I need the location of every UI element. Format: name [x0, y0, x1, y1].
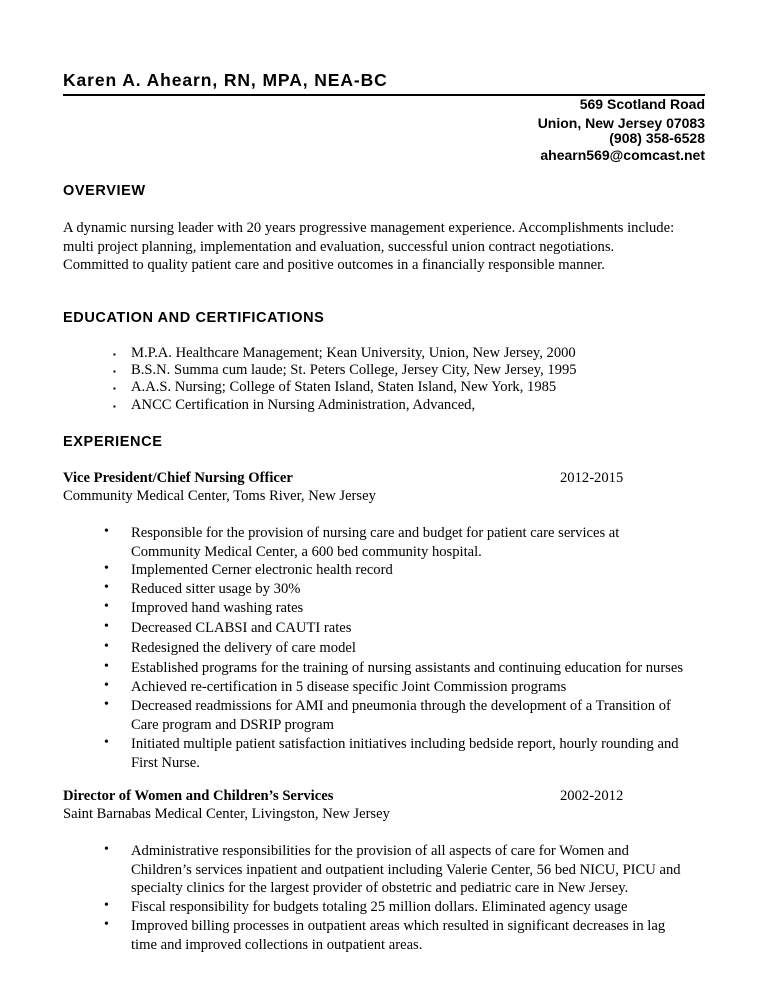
bullet-icon: • — [104, 659, 109, 674]
bullet-icon: • — [104, 639, 109, 654]
square-bullet-icon: ▪ — [113, 367, 116, 376]
job-bullet-line: Decreased readmissions for AMI and pneumonia through the development of a Transition of — [131, 698, 671, 714]
square-bullet-icon: ▪ — [113, 402, 116, 411]
bullet-icon: • — [104, 735, 109, 750]
bullet-icon: • — [104, 619, 109, 634]
email-address: ahearn569@comcast.net — [540, 147, 705, 163]
job-dates: 2012-2015 — [560, 470, 624, 486]
overview-line-1: A dynamic nursing leader with 20 years progressive management experience. Accomplishments include: — [63, 220, 675, 236]
phone-number: (908) 358-6528 — [609, 130, 705, 146]
job-bullet-line: First Nurse. — [131, 755, 200, 771]
square-bullet-icon: ▪ — [113, 384, 116, 393]
job-bullet-line: Implemented Cerner electronic health record — [131, 562, 393, 578]
job-bullet-line: Established programs for the training of nursing assistants and continuing education for nurses — [131, 660, 684, 676]
experience-heading: EXPERIENCE — [63, 434, 163, 450]
job-bullet-line: Redesigned the delivery of care model — [131, 640, 356, 656]
job-bullet-line: Care program and DSRIP program — [131, 717, 334, 733]
bullet-icon: • — [104, 917, 109, 932]
job-employer: Saint Barnabas Medical Center, Livingston, New Jersey — [63, 806, 390, 822]
job-bullet-line: Improved billing processes in outpatient areas which resulted in significant decreases in lag — [131, 918, 666, 934]
job-title: Vice President/Chief Nursing Officer — [63, 470, 293, 486]
bullet-icon: • — [104, 599, 109, 614]
education-item: A.A.S. Nursing; College of Staten Island, Staten Island, New York, 1985 — [131, 379, 557, 395]
job-bullet-line: Decreased CLABSI and CAUTI rates — [131, 620, 352, 636]
job-title: Director of Women and Children’s Services — [63, 788, 334, 804]
bullet-icon: • — [104, 580, 109, 595]
bullet-icon: • — [104, 842, 109, 857]
job-bullet-line: Initiated multiple patient satisfaction initiatives including bedside report, hourly rounding and — [131, 736, 679, 752]
job-bullet-line: Community Medical Center, a 600 bed community hospital. — [131, 544, 482, 560]
overview-heading: OVERVIEW — [63, 183, 146, 199]
job-employer: Community Medical Center, Toms River, New Jersey — [63, 488, 376, 504]
job-bullet-line: Children’s services inpatient and outpatient including Valerie Center, 56 bed NICU, PICU and — [131, 862, 681, 878]
job-bullet-line: Improved hand washing rates — [131, 600, 304, 616]
address-line2: Union, New Jersey 07083 — [537, 115, 705, 131]
bullet-icon: • — [104, 561, 109, 576]
bullet-icon: • — [104, 524, 109, 539]
job-bullet-line: Administrative responsibilities for the provision of all aspects of care for Women and — [131, 843, 629, 859]
job-bullet-line: specialty clinics for the largest provider of obstetric and pediatric care in New Jersey. — [131, 880, 629, 896]
bullet-icon: • — [104, 678, 109, 693]
bullet-icon: • — [104, 898, 109, 913]
job-bullet-line: Fiscal responsibility for budgets totaling 25 million dollars. Eliminated agency usage — [131, 899, 628, 915]
bullet-icon: • — [104, 697, 109, 712]
square-bullet-icon: ▪ — [113, 350, 116, 359]
overview-line-2: multi project planning, implementation and evaluation, successful union contract negotiations. — [63, 239, 615, 255]
job-bullet-line: time and improved collections in outpatient areas. — [131, 937, 423, 953]
education-item: B.S.N. Summa cum laude; St. Peters College, Jersey City, New Jersey, 1995 — [131, 362, 577, 378]
overview-line-3: Committed to quality patient care and positive outcomes in a financially responsible manner. — [63, 257, 605, 273]
education-heading: EDUCATION AND CERTIFICATIONS — [63, 310, 325, 326]
address-line1: 569 Scotland Road — [579, 96, 705, 112]
education-item: ANCC Certification in Nursing Administration, Advanced, — [131, 397, 476, 413]
education-item: M.P.A. Healthcare Management; Kean University, Union, New Jersey, 2000 — [131, 345, 576, 361]
job-bullet-line: Reduced sitter usage by 30% — [131, 581, 301, 597]
job-bullet-line: Achieved re-certification in 5 disease specific Joint Commission programs — [131, 679, 567, 695]
job-dates: 2002-2012 — [560, 788, 624, 804]
candidate-name: Karen A. Ahearn, RN, MPA, NEA-BC — [63, 70, 388, 90]
job-bullet-line: Responsible for the provision of nursing care and budget for patient care services at — [131, 525, 620, 541]
